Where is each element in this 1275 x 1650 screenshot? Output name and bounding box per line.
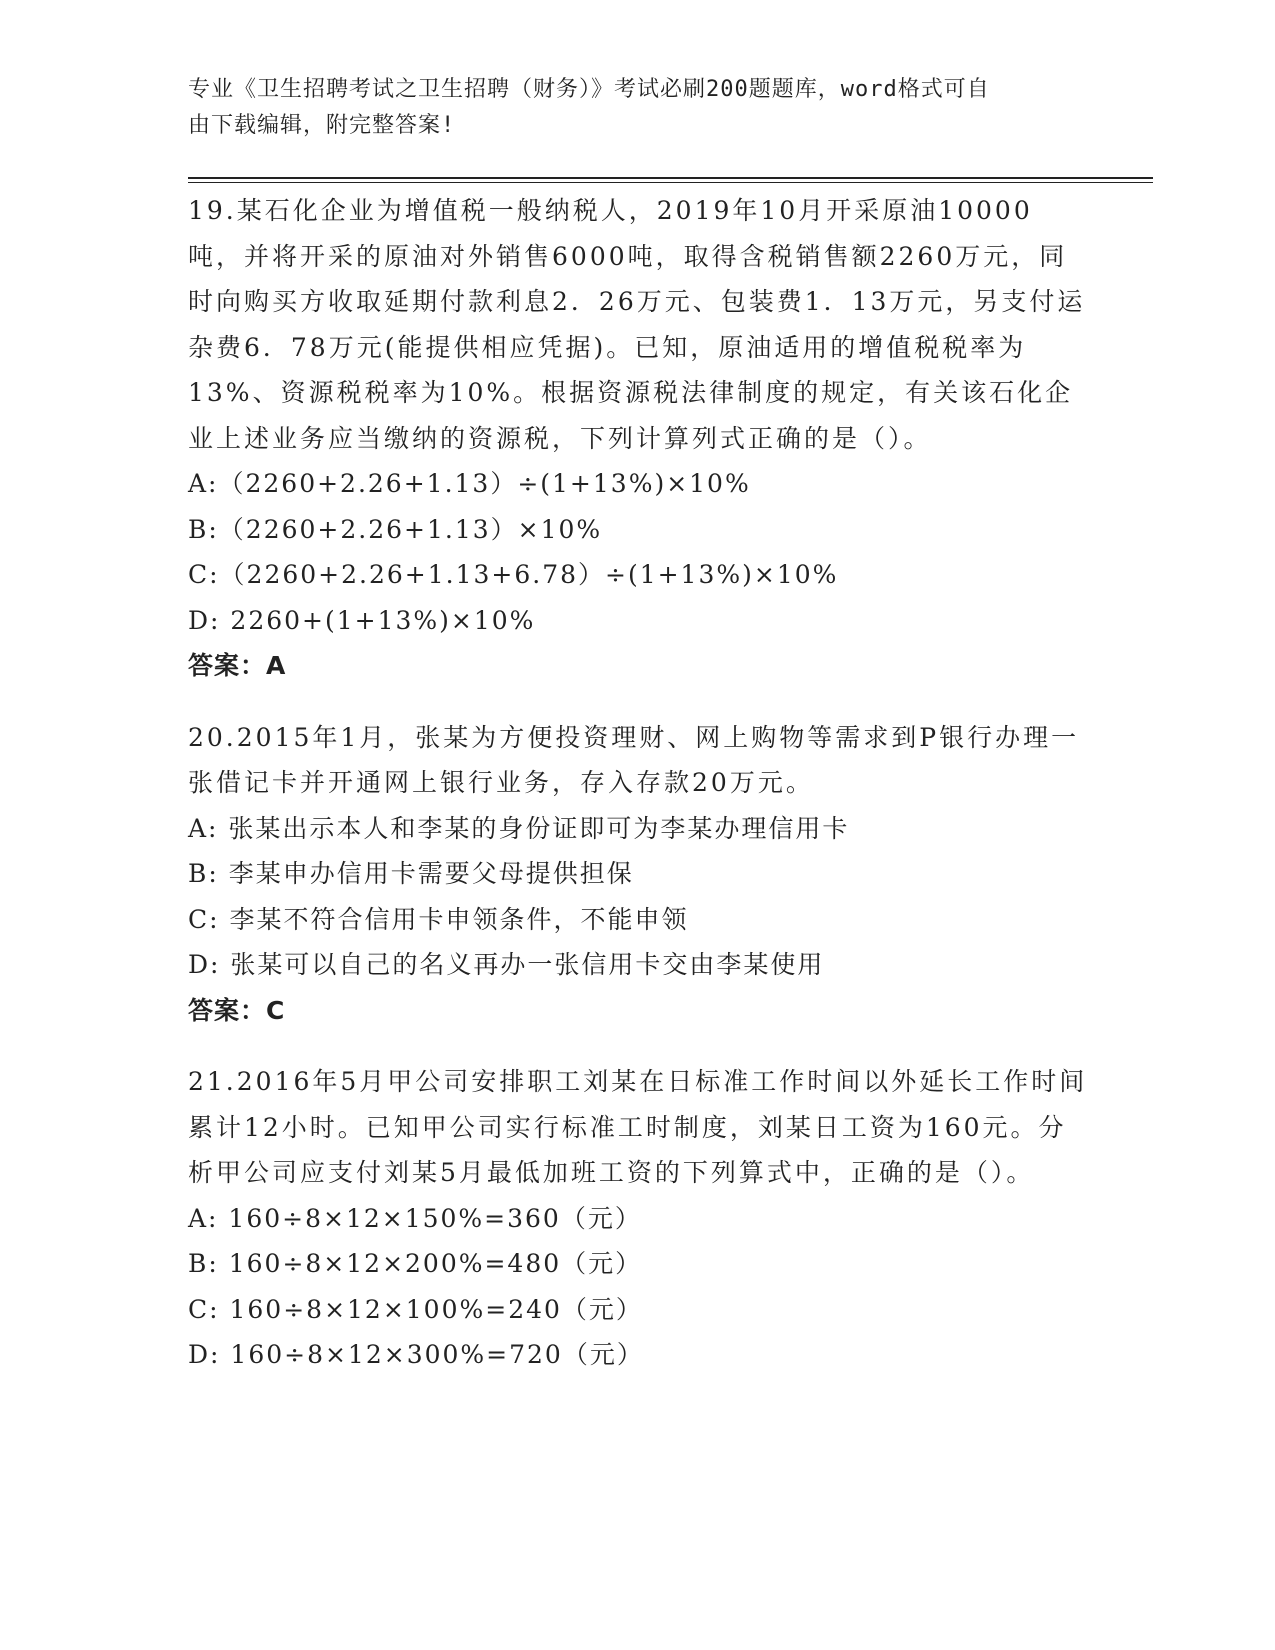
option-d: D: 张某可以自己的名义再办一张信用卡交由李某使用	[188, 950, 825, 979]
question-19	[188, 188, 1088, 689]
option-b: B: 李某申办信用卡需要父母提供担保	[188, 859, 634, 888]
option-c: C:（2260+2.26+1.13+6.78）÷(1+13%)×10%	[188, 560, 839, 589]
answer-label: 答案：A	[188, 651, 287, 680]
option-c: C: 160÷8×12×100%=240（元）	[188, 1294, 643, 1324]
option-a: A: 张某出示本人和李某的身份证即可为李某办理信用卡	[188, 813, 850, 843]
question-text: 21.2016年5月甲公司安排职工刘某在日标准工作时间以外延长工作时间累计12小时。已知甲公司实行标准工时制度，刘某日工资为160元。分析甲公司应支付刘某5月最低加班工资的下列算式中，正确的是（）。	[188, 1067, 1088, 1187]
question-20	[188, 715, 1088, 1034]
option-b: B: 160÷8×12×200%=480（元）	[188, 1249, 643, 1278]
document-header	[188, 72, 1068, 144]
option-a: A: 160÷8×12×150%=360（元）	[188, 1203, 642, 1233]
header-line-2: 由下载编辑，附完整答案!	[188, 113, 456, 138]
option-c: C: 李某不符合信用卡申领条件，不能申领	[188, 904, 689, 934]
option-a: A:（2260+2.26+1.13）÷(1+13%)×10%	[188, 469, 751, 498]
option-d: D: 2260+(1+13%)×10%	[188, 605, 536, 635]
header-divider-thick	[188, 177, 1153, 179]
question-text: 20.2015年1月，张某为方便投资理财、网上购物等需求到P银行办理一张借记卡并开通网上银行业务，存入存款20万元。	[188, 722, 1080, 797]
question-list	[188, 188, 1088, 1404]
question-21	[188, 1059, 1088, 1378]
header-line-1: 专业《卫生招聘考试之卫生招聘（财务）》考试必刷200题题库，word格式可自	[188, 77, 990, 102]
answer-label: 答案：C	[188, 995, 286, 1025]
option-b: B:（2260+2.26+1.13）×10%	[188, 514, 603, 544]
option-d: D: 160÷8×12×300%=720（元）	[188, 1340, 644, 1369]
header-divider-thin	[188, 182, 1153, 183]
question-text: 19.某石化企业为增值税一般纳税人，2019年10月开采原油10000吨，并将开采的原油对外销售6000吨，取得含税销售额2260万元，同时向购买方收取延期付款利息2．26万元、包装费1．13万元，另支付运杂费6．78万元(能提供相应凭据)。已知，原油适用的增值税税率为13%、资源税税率为10%。根据资源税法律制度的规定，有关该石化企业上述业务应当缴纳的资源税，下列计算列式正确的是（）。	[188, 196, 1086, 453]
